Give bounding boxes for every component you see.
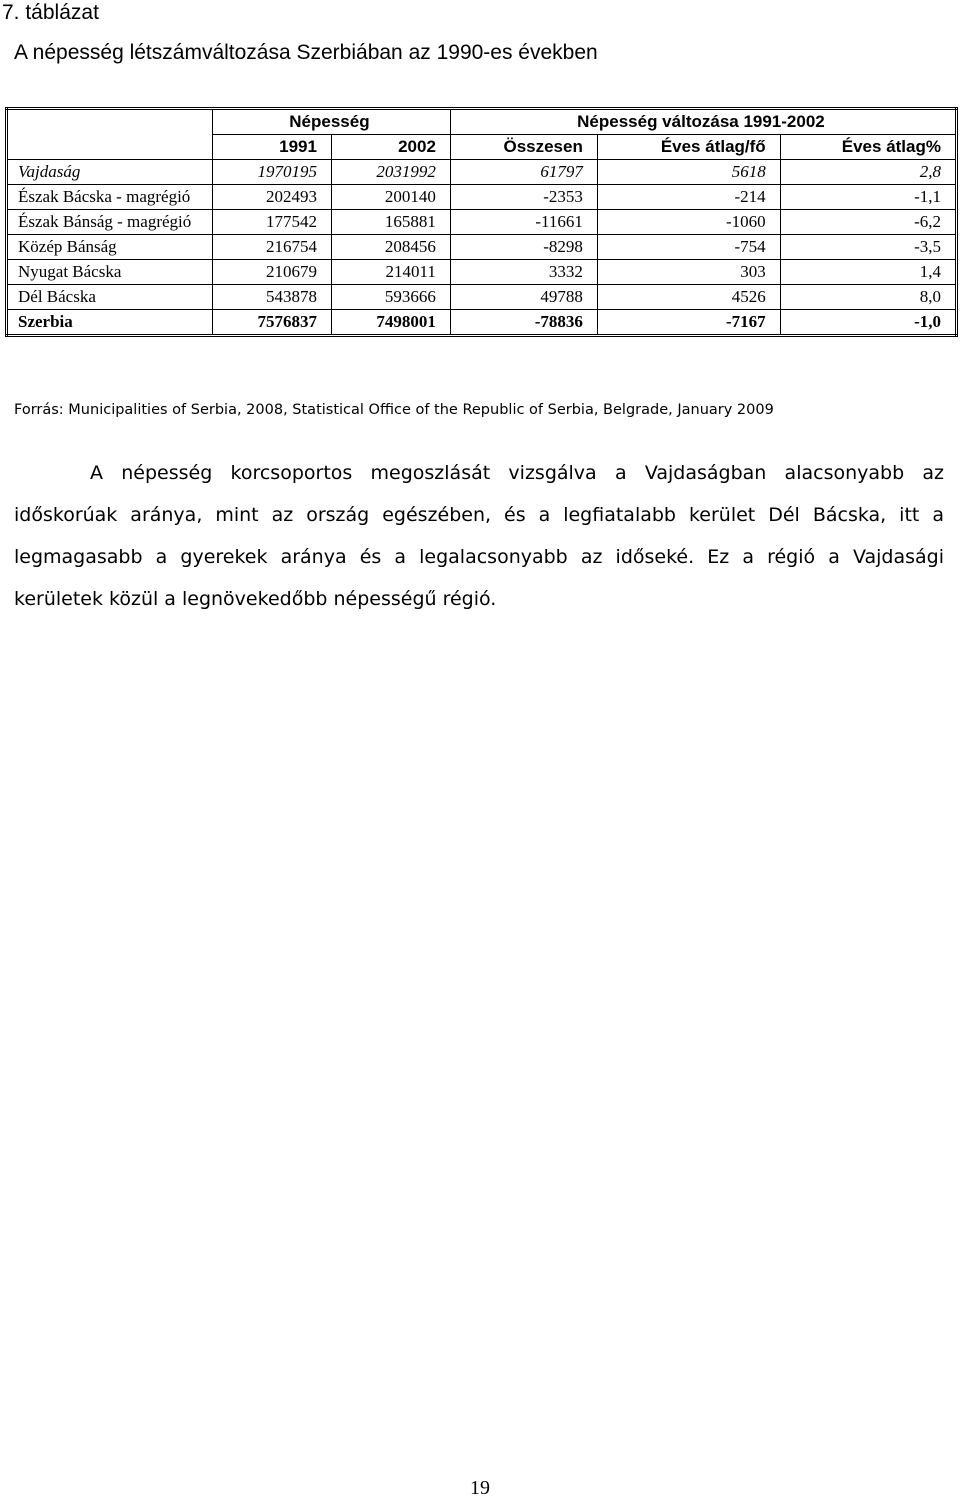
header-annual-per-person: Éves átlag/fő (597, 135, 780, 160)
table-row-total (7, 310, 957, 336)
cell-1991: 202493 (213, 185, 332, 210)
row-name: Közép Bánság (7, 235, 213, 260)
table-column-header-row (7, 135, 957, 160)
cell-total: -11661 (450, 210, 597, 235)
cell-1991: 177542 (213, 210, 332, 235)
cell-total: 61797 (450, 160, 597, 185)
header-1991: 1991 (213, 135, 332, 160)
cell-percent: -1,1 (780, 185, 956, 210)
cell-2002: 200140 (331, 185, 450, 210)
cell-percent: 1,4 (780, 260, 956, 285)
cell-total: -8298 (450, 235, 597, 260)
header-total: Összesen (450, 135, 597, 160)
table-row (7, 185, 957, 210)
cell-percent: 2,8 (780, 160, 956, 185)
table-title: A népesség létszámváltozása Szerbiában az 1990-es években (14, 41, 598, 64)
cell-annual: -214 (597, 185, 780, 210)
cell-2002: 2031992 (331, 160, 450, 185)
population-table (5, 107, 958, 337)
table-source-note: Forrás: Municipalities of Serbia, 2008, Statistical Office of the Republic of Serbia, Belgrade, January 2009 (14, 402, 774, 418)
table-corner-cell (7, 109, 213, 135)
row-name: Vajdaság (7, 160, 213, 185)
cell-annual: 4526 (597, 285, 780, 310)
cell-2002: 7498001 (331, 310, 450, 336)
table-group-header-row (7, 109, 957, 135)
header-annual-percent: Éves átlag% (780, 135, 956, 160)
cell-percent: -1,0 (780, 310, 956, 336)
cell-percent: 8,0 (780, 285, 956, 310)
row-name: Szerbia (7, 310, 213, 336)
cell-percent: -6,2 (780, 210, 956, 235)
table-label: 7. táblázat (2, 1, 99, 24)
cell-1991: 210679 (213, 260, 332, 285)
table-row (7, 285, 957, 310)
cell-total: 3332 (450, 260, 597, 285)
table-row (7, 210, 957, 235)
cell-2002: 208456 (331, 235, 450, 260)
table-row (7, 235, 957, 260)
cell-1991: 543878 (213, 285, 332, 310)
table-row (7, 260, 957, 285)
header-population-change: Népesség változása 1991-2002 (450, 109, 956, 135)
cell-1991: 216754 (213, 235, 332, 260)
header-population: Népesség (213, 109, 451, 135)
cell-total: 49788 (450, 285, 597, 310)
cell-2002: 593666 (331, 285, 450, 310)
cell-annual: -7167 (597, 310, 780, 336)
page-number: 19 (470, 1477, 490, 1499)
cell-percent: -3,5 (780, 235, 956, 260)
cell-total: -2353 (450, 185, 597, 210)
cell-annual: 303 (597, 260, 780, 285)
cell-1991: 7576837 (213, 310, 332, 336)
row-name: Észak Bánság - magrégió (7, 210, 213, 235)
cell-2002: 214011 (331, 260, 450, 285)
cell-2002: 165881 (331, 210, 450, 235)
row-name: Észak Bácska - magrégió (7, 185, 213, 210)
cell-annual: -1060 (597, 210, 780, 235)
body-paragraph: A népesség korcsoportos megoszlását vizsgálva a Vajdaságban alacsonyabb az időskorúak aránya, mint az ország egészében, és a legfiatalabb kerület Dél Bácska, itt a legmagasabb a gyerekek aránya és a legalacsonyabb az időseké. Ez a régió a Vajdasági kerületek közül a legnövekedőbb népességű régió. (14, 462, 944, 610)
row-name: Nyugat Bácska (7, 260, 213, 285)
header-2002: 2002 (331, 135, 450, 160)
table-row (7, 160, 957, 185)
cell-1991: 1970195 (213, 160, 332, 185)
cell-annual: -754 (597, 235, 780, 260)
cell-total: -78836 (450, 310, 597, 336)
table-corner-cell-lower (7, 135, 213, 160)
row-name: Dél Bácska (7, 285, 213, 310)
cell-annual: 5618 (597, 160, 780, 185)
